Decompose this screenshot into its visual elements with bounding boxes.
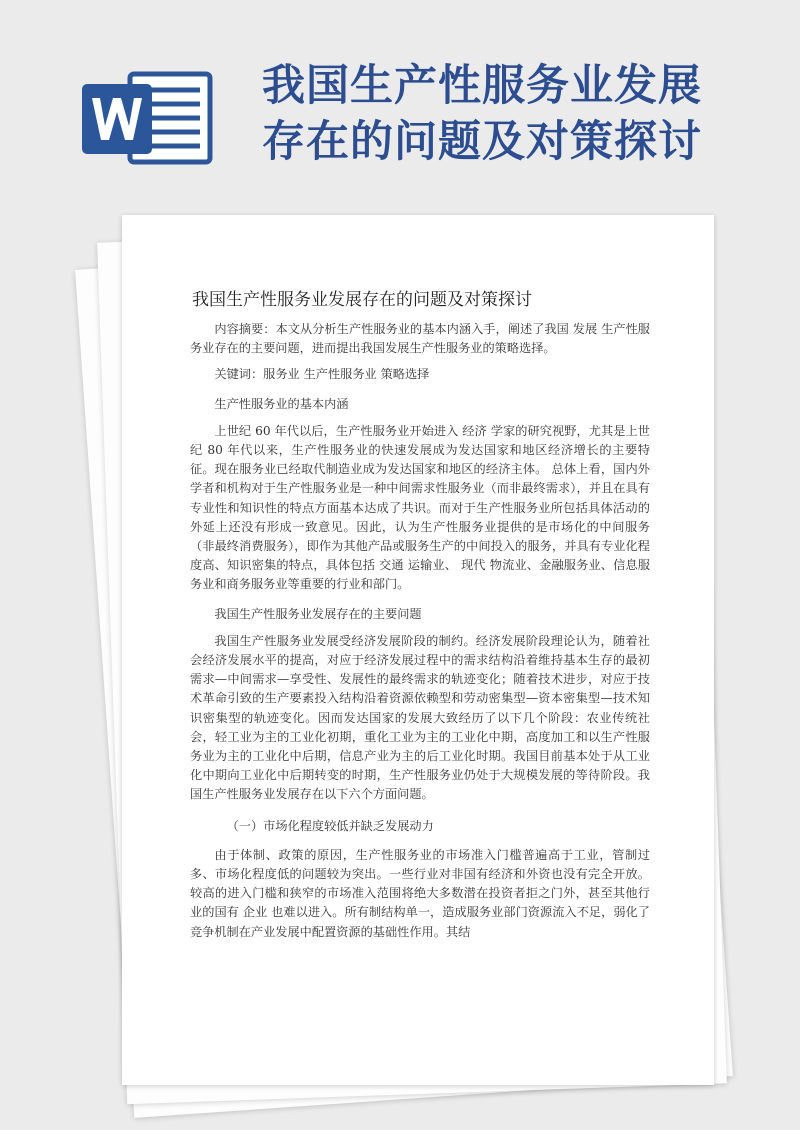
document-paragraph: 关键词：服务业 生产性服务业 策略选择 bbox=[214, 367, 430, 382]
banner-title bbox=[262, 58, 782, 170]
banner-title-line-1: 我国生产性服务业发展 bbox=[262, 61, 702, 111]
document-title: 我国生产性服务业发展存在的问题及对策探讨 bbox=[192, 290, 532, 310]
banner-title-line-2: 存在的问题及对策探讨 bbox=[262, 117, 702, 167]
section-heading: 生产性服务业的基本内涵 bbox=[214, 396, 349, 411]
document-page bbox=[122, 215, 714, 1085]
word-document-icon bbox=[78, 66, 218, 170]
document-paragraph: 由于体制、政策的原因，生产性服务业的市场准入门槛普遍高于工业，管制过多、市场化程度低的问题较为突出。一些行业对非国有经济和外资也没有完全开放。较高的进入门槛和狭窄的市场准入范围将绝大多数潜在投资者拒之门外，甚至其他行业的国有 企业 也难以进入。所有制结构单一，造成服务业部门资源流入不足，弱化了竞争机制在产业发展中配置资源的基础性作用。其结 bbox=[190, 847, 650, 939]
document-body bbox=[190, 320, 650, 949]
document-paragraph: 上世纪 60 年代以后，生产性服务业开始进入 经济 学家的研究视野，尤其是上世纪 80 年代以来，生产性服务业的快速发展成为发达国家和地区经济增长的主要特征。现在服务业已经取代制造业成为发达国家和地区的经济主体。 总体上看，国内外学者和机构对于生产性服务业是一种中间需求性服务业（而非最终需求），并且在具有专业性和知识性的特点方面基本达成了共识。而对于生产性服务业所包括具体活动的外延上还没有形成一致意见。因此，认为生产性服务业提供的是市场化的中间服务（非最终消费服务），即作为其他产品或服务生产的中间投入的服务，并具有专业化程度高、知识密集的特点，具体包括 交通 运输业、 现代 物流业、金融服务业、信息服务业和商务服务业等重要的行业和部门。 bbox=[190, 423, 650, 592]
document-paragraph: 内容摘要：本文从分析生产性服务业的基本内涵入手，阐述了我国 发展 生产性服务业存在的主要问题，进而提出我国发展生产性服务业的策略选择。 bbox=[190, 322, 650, 356]
section-heading: （一）市场化程度较低并缺乏发展动力 bbox=[226, 818, 434, 833]
section-heading: 我国生产性服务业发展存在的主要问题 bbox=[214, 606, 422, 621]
document-paragraph: 我国生产性服务业发展受经济发展阶段的制约。经济发展阶段理论认为，随着社会经济发展水平的提高，对应于经济发展过程中的需求结构沿着维持基本生存的最初需求—中间需求—享受性、发展性的最终需求的轨迹变化；随着技术进步，对应于技术革命引致的生产要素投入结构沿着资源依赖型和劳动密集型—资本密集型—技术知识密集型的轨迹变化。因而发达国家的发展大致经历了以下几个阶段：农业传统社会，轻工业为主的工业化初期，重化工业为主的工业化中期，高度加工和以生产性服务业为主的工业化中后期，信息产业为主的后工业化时期。我国目前基本处于从工业化中期向工业化中后期转变的时期，生产性服务业仍处于大规模发展的等待阶段。我国生产性服务业发展存在以下六个方面问题。 bbox=[190, 633, 650, 802]
